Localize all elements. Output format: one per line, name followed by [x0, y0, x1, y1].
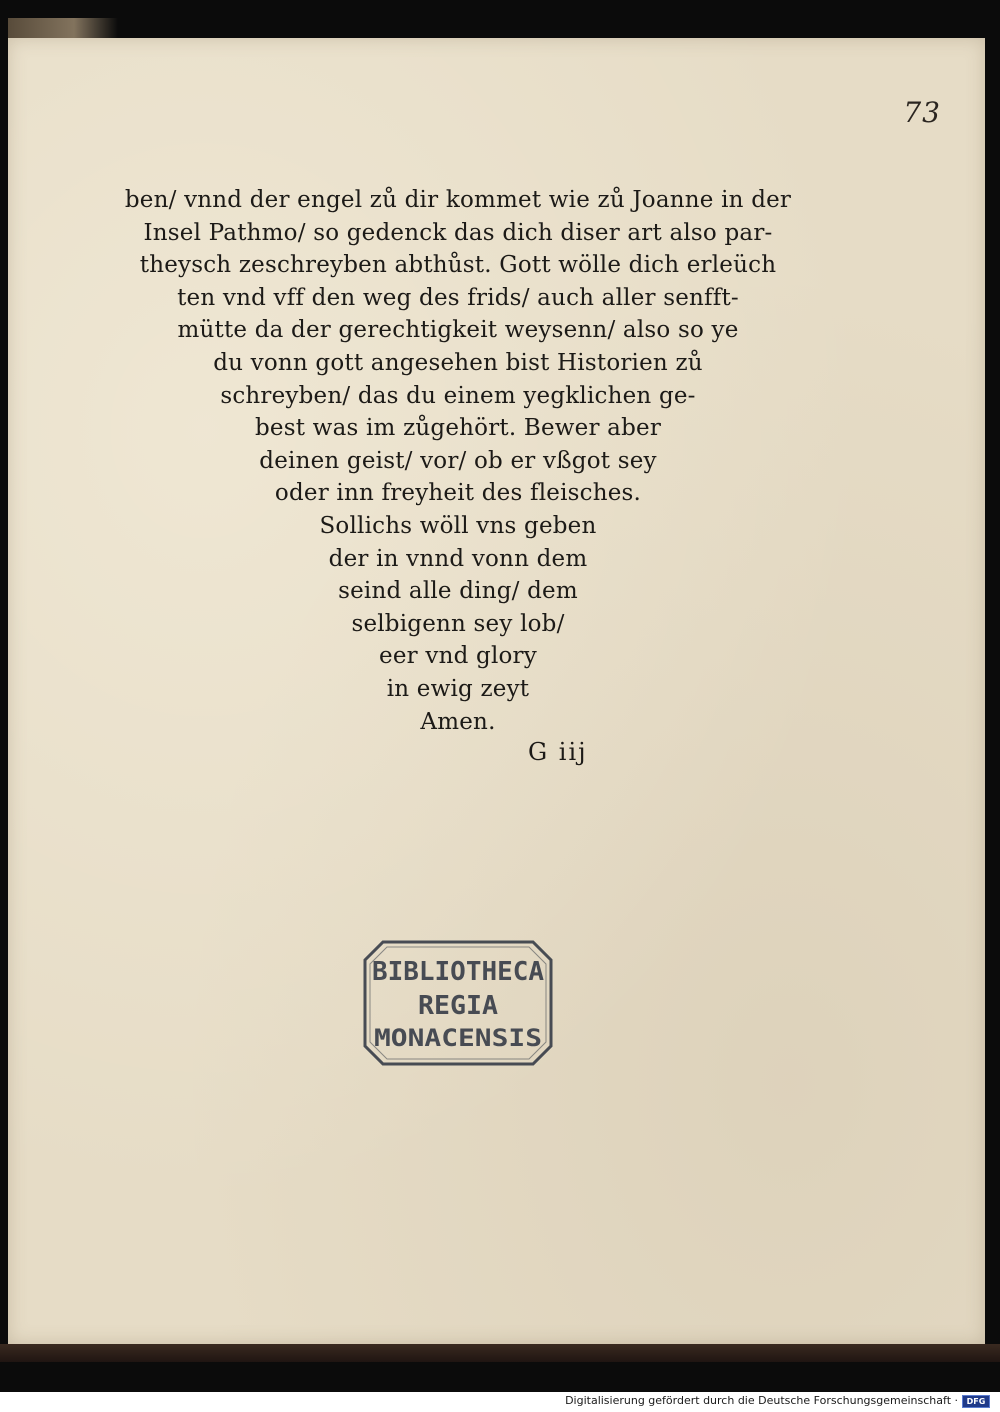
folio-number: 73 [903, 96, 941, 129]
page-edge-smudge [8, 18, 118, 40]
text-line: Amen. [420, 708, 496, 735]
book-page [8, 38, 985, 1344]
footer-bar [0, 1392, 1000, 1412]
text-line: seind alle ding/ dem [338, 578, 578, 605]
text-line: selbigenn sey lob/ [351, 610, 565, 637]
text-line: der in vnnd vonn dem [328, 545, 588, 572]
text-line: theysch zeschreyben abthůst. Gott wölle dich erleüch [139, 252, 777, 279]
text-line: Sollichs wöll vns geben [319, 512, 597, 539]
stamp-line-1: BIBLIOTHECA [372, 957, 545, 987]
text-line: best was im zůgehört. Bewer aber [254, 415, 662, 442]
stamp-line-2: REGIA [418, 991, 499, 1021]
dfg-logo: DFG [962, 1395, 990, 1408]
page-bottom-edge [0, 1344, 1000, 1362]
text-line: mütte da der gerechtigkeit weysenn/ also so ye [177, 317, 739, 344]
text-line: in ewig zeyt [386, 675, 530, 702]
text-line: deinen geist/ vor/ ob er vßgot sey [259, 447, 657, 474]
text-line: ben/ vnnd der engel zů dir kommet wie zů Joanne in der [124, 187, 792, 213]
library-stamp [361, 936, 555, 1070]
text-line: schreyben/ das du einem yegklichen ge‑ [220, 382, 696, 409]
text-line: ten vnd vff den weg des frids/ auch aller senfft‑ [177, 284, 739, 311]
printer-signature: G iij [528, 738, 588, 766]
text-line: Insel Pathmo/ so gedenck das dich diser art also par‑ [143, 219, 773, 246]
digitization-credit: Digitalisierung gefördert durch die Deutsche Forschungsgemeinschaft · [565, 1394, 958, 1407]
stamp-line-3: MONACENSIS [374, 1024, 542, 1052]
text-line: du vonn gott angesehen bist Historien zů [213, 349, 703, 376]
body-text [8, 184, 908, 738]
text-line: eer vnd glory [379, 643, 537, 670]
text-line: oder inn freyheit des fleisches. [274, 480, 642, 507]
